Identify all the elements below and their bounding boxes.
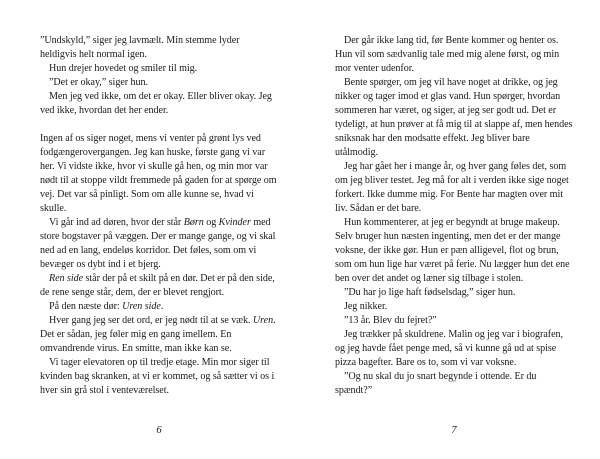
text-run: Hver gang jeg ser det ord, er jeg nødt til at se væk. [49,315,253,326]
right-page [335,34,573,398]
sign-text: Uren side [122,301,161,312]
paragraph: Ingen af os siger noget, mens vi venter på grønt lys ved fodgængerovergangen. Jeg kan huske, første gang vi var her. Vi vidste ikke, hvor vi skulle gå hen, og min mor var nødt til at stoppe vildt fremmede på gaden for at spørge om vej. Det var så pinligt. Som om alle kunne se, hvad vi skulle. [40,133,277,214]
text-run: står der på et skilt på en dør. Det er på den side, de rene senge står, dem, der er blevet rengjort. [40,273,275,298]
text-run: med store bogstaver på væggen. Der er mange gange, og vi skal ned ad en lang, endeløs korridor. Det føles, som om vi bevæger os dybt ind i et bjerg. [40,217,276,270]
paragraph: ”Du har jo lige haft fødselsdag,” siger hun. [344,287,516,298]
text-run: Vi går ind ad døren, hvor der står [49,217,184,228]
paragraph [40,314,278,356]
text-run: . Det er sådan, jeg føler mig en gang imellem. En omvandrende virus. En smitte, man ikke kan se. [40,315,276,354]
paragraph [40,300,278,314]
text-run: . [160,301,164,312]
paragraph: ”Undskyld,” siger jeg lavmælt. Min stemme lyder heldigvis helt normal igen. [40,35,240,60]
left-page [40,34,278,398]
page-number-right: 7 [451,425,457,436]
paragraph: Hun drejer hovedet og smiler til mig. [49,63,198,74]
sign-text: Ren side [49,273,84,284]
paragraph: Jeg trækker på skuldrene. Malin og jeg var i biografen, og jeg havde fået penge med, så vi kunne gå ud at spise pizza bagefter. Bare os to, som vi var voksne. [335,329,563,368]
paragraph: ”Og nu skal du jo snart begynde i ottende. Er du spændt?” [335,371,537,396]
text-run: På den næste dør: [49,301,123,312]
paragraph: ”13 år. Blev du fejret?” [344,315,437,326]
emphasis-text: Uren [252,315,274,326]
paragraph: Vi tager elevatoren op til tredje etage. Min mor siger til kvinden bag skranken, at vi er kommet, og så sætter vi os i hver sin grå stol i venteværelset. [40,357,275,396]
paragraph: Men jeg ved ikke, om det er okay. Eller bliver okay. Jeg ved ikke, hvordan det her ender. [40,91,272,116]
text-run: og [203,217,219,228]
paragraph [40,216,278,272]
paragraph: Hun kommenterer, at jeg er begyndt at bruge makeup. Selv bruger hun næsten ingenting, men det er der mange voksne, der ikke gør. Hun er pæn alligevel, flot og brun, som om hun lige har været på ferie. Nu lægger hun det ene ben over det andet og læner sig tilbage i stolen. [335,217,570,284]
paragraph: Jeg nikker. [344,301,388,312]
sign-text: Børn [183,217,204,228]
paragraph: ”Det er okay,” siger hun. [49,77,148,88]
paragraph: Jeg har gået her i mange år, og hver gang føles det, som om jeg bliver testet. Jeg må for alt i verden ikke sige noget forkert. Ikke dumme mig. For Bente har magten over mit liv. Sådan er det bare. [335,161,569,214]
page-number-left: 6 [156,425,162,436]
paragraph: Der går ikke lang tid, før Bente kommer og henter os. Hun vil som sædvanlig tale med mig alene først, og min mor venter udenfor. [335,35,560,74]
paragraph [40,272,278,300]
sign-text: Kvinder [218,217,251,228]
paragraph: Bente spørger, om jeg vil have noget at drikke, og jeg nikker og tager imod et glas vand. Hun spørger, hvordan sommeren har været, og siger, at jeg ser godt ud. Det er tydeligt, at hun prøver at få mig til at slappe af, men hendes sniksnak har den modsatte effekt. Jeg bliver bare utålmodig. [335,77,573,158]
